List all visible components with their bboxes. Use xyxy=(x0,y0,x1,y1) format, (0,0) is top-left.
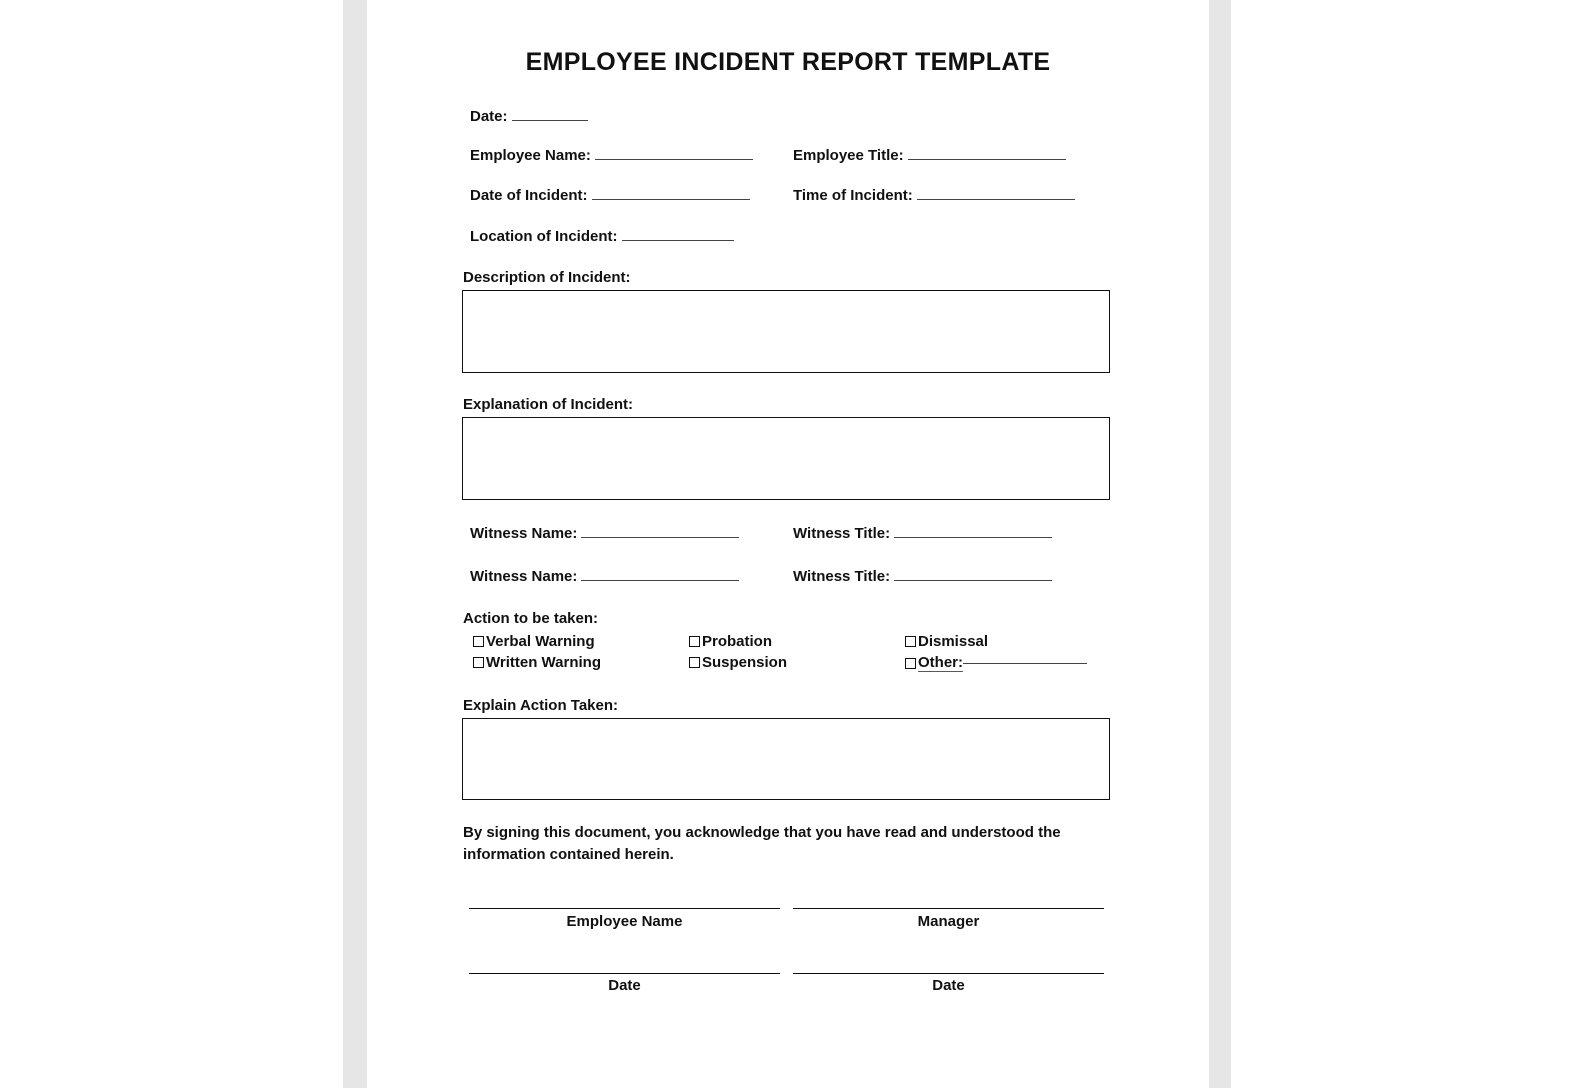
time-of-incident-blank[interactable] xyxy=(917,198,1075,200)
location-of-incident-blank[interactable] xyxy=(622,239,734,241)
explain-action-heading: Explain Action Taken: xyxy=(463,697,619,714)
location-of-incident-field xyxy=(470,228,734,245)
manager-date-label: Date xyxy=(932,977,965,994)
date-field xyxy=(470,108,588,125)
description-heading: Description of Incident: xyxy=(463,269,631,286)
written-warning-checkbox[interactable] xyxy=(473,654,601,671)
verbal-warning-checkbox[interactable] xyxy=(473,633,595,650)
page-gutter-right xyxy=(1209,0,1231,1088)
manager-signature-line[interactable] xyxy=(793,908,1104,909)
written-warning-label: Written Warning xyxy=(486,654,601,671)
checkbox-icon[interactable] xyxy=(905,636,916,647)
dismissal-label: Dismissal xyxy=(918,633,989,650)
witness-1-title-blank[interactable] xyxy=(894,536,1052,538)
witness-2-title-blank[interactable] xyxy=(894,579,1052,581)
date-of-incident-label: Date of Incident: xyxy=(470,187,588,204)
employee-title-label: Employee Title: xyxy=(793,147,904,164)
witness-2-name-blank[interactable] xyxy=(581,579,739,581)
witness-title-label: Witness Title: xyxy=(793,568,891,585)
witness-1-name-field xyxy=(470,525,739,542)
date-of-incident-blank[interactable] xyxy=(592,198,750,200)
employee-title-blank[interactable] xyxy=(908,158,1066,160)
witness-1-name-blank[interactable] xyxy=(581,536,739,538)
employee-name-label: Employee Name: xyxy=(470,147,591,164)
other-label: Other: xyxy=(918,654,963,671)
time-of-incident-field xyxy=(793,187,1075,204)
witness-name-label: Witness Name: xyxy=(470,525,578,542)
explanation-heading: Explanation of Incident: xyxy=(463,396,634,413)
date-label: Date: xyxy=(470,108,508,125)
employee-date-line[interactable] xyxy=(469,973,780,974)
suspension-checkbox[interactable] xyxy=(689,654,787,671)
other-checkbox[interactable] xyxy=(905,654,1087,672)
suspension-label: Suspension xyxy=(702,654,788,671)
verbal-warning-label: Verbal Warning xyxy=(486,633,595,650)
employee-name-field xyxy=(470,147,753,164)
explanation-box[interactable] xyxy=(462,417,1110,500)
checkbox-icon[interactable] xyxy=(473,636,484,647)
manager-date-line[interactable] xyxy=(793,973,1104,974)
probation-label: Probation xyxy=(702,633,772,650)
document-page xyxy=(367,0,1209,1088)
employee-name-signature-label: Employee Name xyxy=(566,913,683,930)
witness-1-title-field xyxy=(793,525,1052,542)
witness-title-label: Witness Title: xyxy=(793,525,891,542)
acknowledgement-text: By signing this document, you acknowledge that you have read and understood the information contained herein. xyxy=(463,824,1061,863)
dismissal-checkbox[interactable] xyxy=(905,633,988,650)
checkbox-icon[interactable] xyxy=(689,657,700,668)
time-of-incident-label: Time of Incident: xyxy=(793,187,913,204)
description-box[interactable] xyxy=(462,290,1110,373)
date-of-incident-field xyxy=(470,187,750,204)
witness-2-name-field xyxy=(470,568,739,585)
other-blank[interactable] xyxy=(963,662,1087,664)
employee-signature-line[interactable] xyxy=(469,908,780,909)
page-title: EMPLOYEE INCIDENT REPORT TEMPLATE xyxy=(525,48,1051,76)
location-of-incident-label: Location of Incident: xyxy=(470,228,618,245)
probation-checkbox[interactable] xyxy=(689,633,772,650)
checkbox-icon[interactable] xyxy=(689,636,700,647)
witness-name-label: Witness Name: xyxy=(470,568,578,585)
action-heading: Action to be taken: xyxy=(463,610,599,627)
witness-2-title-field xyxy=(793,568,1052,585)
employee-name-blank[interactable] xyxy=(595,158,753,160)
checkbox-icon[interactable] xyxy=(905,658,916,669)
explain-action-box[interactable] xyxy=(462,718,1110,800)
employee-date-label: Date xyxy=(608,977,641,994)
page-gutter-left xyxy=(343,0,367,1088)
checkbox-icon[interactable] xyxy=(473,657,484,668)
manager-signature-label: Manager xyxy=(917,913,980,930)
employee-title-field xyxy=(793,147,1066,164)
date-blank[interactable] xyxy=(512,119,588,121)
